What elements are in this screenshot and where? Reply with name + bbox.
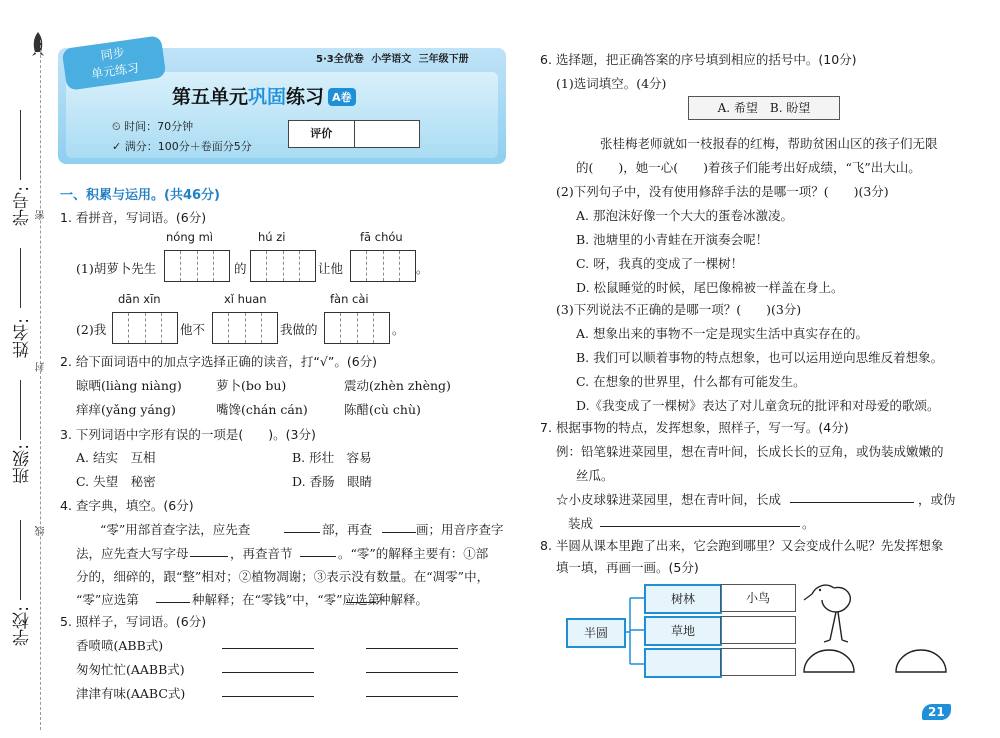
q1-text: 的: [234, 261, 247, 276]
answer-line[interactable]: [222, 672, 314, 673]
q2-item[interactable]: 晾晒(liàng niàng): [76, 378, 182, 393]
q2-item[interactable]: 震动(zhèn zhèng): [344, 378, 451, 393]
page-number: 21: [922, 704, 951, 720]
q1-text: 。: [392, 322, 405, 337]
q7-sentence: ，或伪: [918, 492, 956, 507]
q8-title: 8. 半圆从课本里跑了出来，它会跑到哪里？又会变成什么呢？先发挥想象: [540, 538, 944, 553]
q6-option[interactable]: D.《我变成了一棵树》表达了对儿童贪玩的批评和对母爱的歌颂。: [576, 398, 940, 413]
q1-text: (1)胡萝卜先生: [76, 261, 157, 276]
q5-title: 5. 照样子，写词语。(6分): [60, 614, 207, 629]
q2-item[interactable]: 嘴馋(chán cán): [216, 402, 308, 417]
q4-text: 。“零”的解释主要有：①部: [338, 546, 489, 561]
char-grid[interactable]: [324, 312, 390, 344]
evaluation-box[interactable]: [288, 120, 420, 148]
char-grid[interactable]: [212, 312, 278, 344]
q1-text: (2)我: [76, 322, 107, 337]
fill-line: [20, 380, 21, 440]
q8-title-cont: 填一填，再画一画。(5分): [556, 560, 699, 575]
blank[interactable]: [346, 602, 376, 603]
q7-example: 例：铅笔躲进菜园里，想在青叶间，长成长长的豆角，或伪装成嫩嫩的: [556, 444, 944, 459]
pinyin: hú zi: [258, 230, 286, 244]
blank[interactable]: [156, 602, 190, 603]
answer-line[interactable]: [222, 648, 314, 649]
score-info: ✓ 满分：100分＋卷面分5分: [112, 140, 252, 153]
q3-option-a[interactable]: A. 结实 互相: [76, 450, 156, 465]
q4-text: 种解释。: [378, 592, 429, 607]
char-grid[interactable]: [250, 250, 316, 282]
q5-pattern: 香喷喷(ABB式): [76, 638, 164, 653]
q5-pattern: 匆匆忙忙(AABB式): [76, 662, 185, 677]
answer-line[interactable]: [600, 526, 800, 527]
version-badge: A卷: [328, 88, 356, 106]
seal-mark: 线: [36, 526, 47, 536]
q2-item[interactable]: 萝卜(bo bu): [216, 378, 287, 393]
answer-line[interactable]: [366, 696, 458, 697]
fill-line: [20, 248, 21, 308]
sync-tag: 同步 单元练习: [62, 35, 167, 91]
result-box[interactable]: [720, 616, 796, 644]
clock-icon: ⏲: [112, 120, 125, 133]
q6-option[interactable]: B. 我们可以顺着事物的特点想象，也可以运用逆向思维反着想象。: [576, 350, 944, 365]
q4-text: 画；用音序查字: [416, 522, 504, 537]
q3-option-d[interactable]: D. 香肠 眼睛: [292, 474, 373, 489]
q7-sentence: ☆小皮球躲进菜园里，想在青叶间，长成: [556, 492, 782, 507]
char-grid[interactable]: [350, 250, 416, 282]
answer-line[interactable]: [222, 696, 314, 697]
char-grid[interactable]: [112, 312, 178, 344]
q6-part: (2)下列句子中，没有使用修辞手法的是哪一项？( )(3分): [556, 184, 889, 199]
q6-option[interactable]: C. 在想象的世界里，什么都有可能发生。: [576, 374, 806, 389]
eval-field[interactable]: [355, 121, 420, 147]
page-title: 第五单元巩固练习 A卷: [172, 82, 356, 109]
q4-text: 法，应先查大写字母: [76, 546, 189, 561]
q6-option[interactable]: D. 松鼠睡觉的时候，尾巴像棉被一样盖在身上。: [576, 280, 844, 295]
q6-option[interactable]: B. 池塘里的小青蛙在开演奏会呢！: [576, 232, 769, 247]
blank[interactable]: [382, 532, 416, 533]
q7-example: 丝瓜。: [576, 468, 614, 483]
fill-line: [20, 110, 21, 180]
q2-title: 2. 给下面词语中的加点字选择正确的读音，打“√”。(6分): [60, 354, 378, 369]
q1-text: 让他: [318, 261, 344, 276]
q1-text: 我做的: [280, 322, 318, 337]
q5-pattern: 津津有味(AABC式): [76, 686, 186, 701]
q2-item[interactable]: 痒痒(yǎng yáng): [76, 402, 176, 417]
cut-line: [40, 40, 41, 730]
time-info: ⏲ 时间：70分钟: [112, 120, 194, 133]
place-box: 树林: [644, 584, 722, 614]
q2-item[interactable]: 陈醋(cù chù): [344, 402, 421, 417]
q4-text: “零”应选第: [76, 592, 139, 607]
pinyin: nóng mì: [166, 230, 213, 244]
eval-label: 评价: [289, 121, 355, 147]
name-label: 姓名:: [13, 318, 33, 358]
semicircle-drawing: [892, 646, 950, 676]
rocket-icon: [28, 30, 48, 58]
seal-mark: 封: [36, 362, 47, 372]
seal-mark: 密: [36, 210, 47, 220]
answer-line[interactable]: [366, 648, 458, 649]
pinyin: xǐ huan: [224, 292, 267, 306]
q6-part: (3)下列说法不正确的是哪一项？( )(3分): [556, 302, 802, 317]
q4-text: “零”用部首查字法，应先查: [100, 522, 251, 537]
blank[interactable]: [284, 532, 320, 533]
pinyin: fā chóu: [360, 230, 403, 244]
answer-line[interactable]: [366, 672, 458, 673]
q6-option[interactable]: C. 呀，我真的变成了一棵树！: [576, 256, 744, 271]
q6-sentence: 的( )，她一心( )着孩子们能考出好成绩，“飞”出大山。: [576, 160, 921, 175]
pinyin: dān xīn: [118, 292, 161, 306]
q4-title: 4. 查字典，填空。(6分): [60, 498, 194, 513]
class-label: 班级:: [13, 444, 33, 484]
fill-line: [20, 520, 21, 600]
result-box: 小鸟: [720, 584, 796, 612]
q6-part: (1)选词填空。(4分): [556, 76, 667, 91]
q4-text: 种解释；在“零钱”中，“零”应选第: [192, 592, 381, 607]
q4-text: 部，再查: [322, 522, 373, 537]
q1-text: 。: [416, 261, 429, 276]
q7-title: 7. 根据事物的特点，发挥想象，照样子，写一写。(4分): [540, 420, 849, 435]
blank[interactable]: [190, 556, 228, 557]
q1-title: 1. 看拼音，写词语。(6分): [60, 210, 207, 225]
q4-text: 分的，细碎的，跟“整”相对；②植物凋谢；③表示没有数量。在“凋零”中，: [76, 569, 490, 584]
q6-option[interactable]: A. 想象出来的事物不一定是现实生活中真实存在的。: [576, 326, 868, 341]
q7-sentence: 装成: [568, 516, 594, 531]
q6-option[interactable]: A. 那泡沫好像一个大大的蛋卷冰激凌。: [576, 208, 793, 223]
check-icon: ✓: [112, 140, 125, 153]
char-grid[interactable]: [164, 250, 230, 282]
binding-strip: [0, 0, 52, 738]
place-box[interactable]: [644, 648, 722, 678]
school-label: 学校:: [13, 606, 33, 646]
q6-title: 6. 选择题，把正确答案的序号填到相应的括号中。(10分): [540, 52, 857, 67]
q6-sentence: 张桂梅老师就如一枝报春的红梅，帮助贫困山区的孩子们无限: [600, 136, 938, 151]
result-box[interactable]: [720, 648, 796, 676]
q3-option-c[interactable]: C. 失望 秘密: [76, 474, 156, 489]
answer-line[interactable]: [790, 502, 914, 503]
q4-text: ，再查音节: [230, 546, 293, 561]
blank[interactable]: [300, 556, 336, 557]
bird-drawing: [800, 578, 860, 644]
q3-option-b[interactable]: B. 形壮 容易: [292, 450, 372, 465]
q3-title: 3. 下列词语中字形有误的一项是( )。(3分): [60, 427, 316, 442]
semicircle-drawing: [800, 646, 858, 676]
series-label: 5·3全优卷 小学语文 三年级下册: [316, 54, 469, 65]
pinyin: fàn cài: [330, 292, 369, 306]
word-choice-scroll: A. 希望 B. 盼望: [688, 96, 840, 120]
section-heading: 一、积累与运用。(共46分): [60, 188, 220, 203]
student-no-label: 学号:: [13, 186, 33, 226]
root-box: 半圆: [566, 618, 626, 648]
place-box: 草地: [644, 616, 722, 646]
q1-text: 他不: [180, 322, 206, 337]
q7-sentence: 。: [802, 516, 815, 531]
